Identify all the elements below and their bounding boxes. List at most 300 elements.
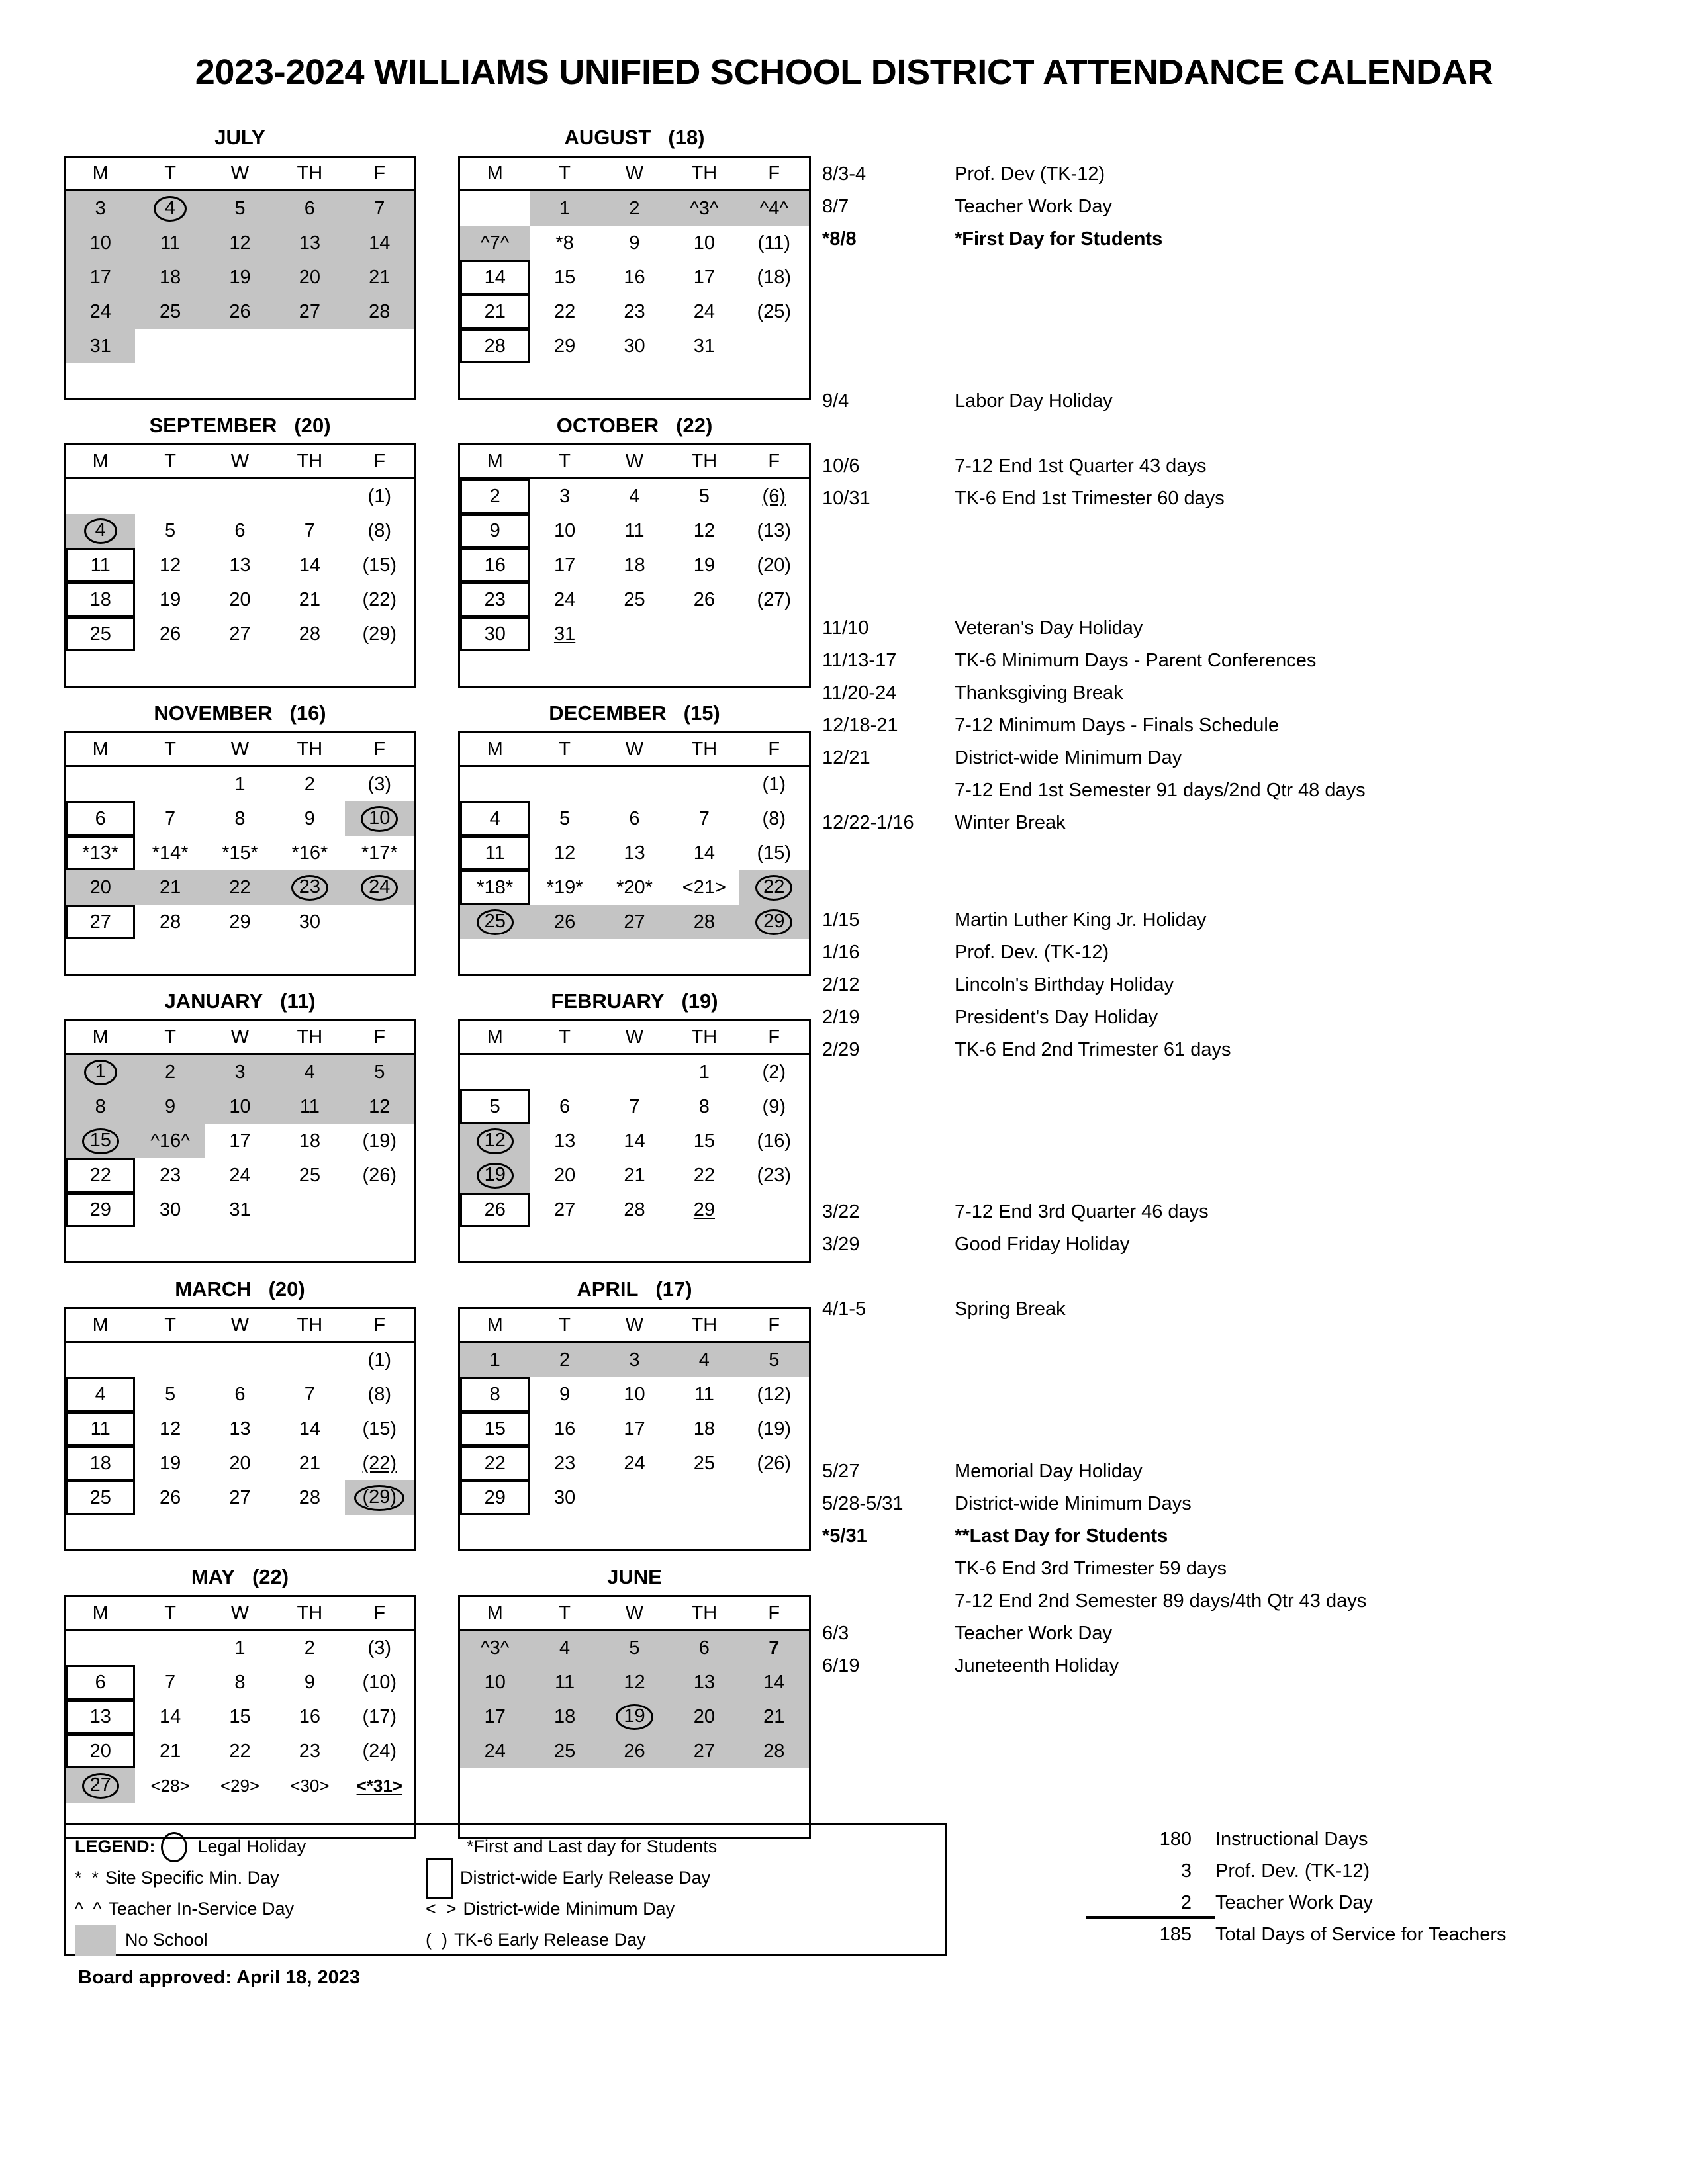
day-cell[interactable] xyxy=(739,1734,810,1768)
day-cell[interactable] xyxy=(135,582,205,617)
day-cell[interactable] xyxy=(205,1480,275,1515)
day-cell[interactable] xyxy=(345,1700,416,1734)
day-cell[interactable] xyxy=(205,801,275,836)
day-cell[interactable] xyxy=(65,801,136,836)
day-cell[interactable] xyxy=(669,295,739,329)
week-row xyxy=(459,191,810,226)
day-cell[interactable] xyxy=(205,1734,275,1768)
day-cell[interactable] xyxy=(65,836,136,870)
day-cell[interactable] xyxy=(530,1665,599,1700)
day-cell[interactable] xyxy=(530,1446,599,1480)
day-cell-inner xyxy=(345,1631,414,1665)
day-cell[interactable] xyxy=(530,1158,599,1193)
day-cell[interactable] xyxy=(600,1193,669,1227)
day-cell[interactable] xyxy=(205,1768,275,1803)
day-cell[interactable] xyxy=(530,191,599,226)
day-cell[interactable] xyxy=(739,836,810,870)
day-cell[interactable] xyxy=(345,582,416,617)
day-cell[interactable] xyxy=(205,836,275,870)
day-cell[interactable] xyxy=(530,801,599,836)
day-cell[interactable] xyxy=(459,1665,530,1700)
day-cell[interactable] xyxy=(205,1630,275,1666)
day-cell[interactable] xyxy=(600,836,669,870)
day-cell[interactable] xyxy=(600,582,669,617)
day-number: 30 xyxy=(159,1199,181,1220)
day-cell[interactable] xyxy=(135,1665,205,1700)
day-cell[interactable] xyxy=(275,1124,344,1158)
day-cell[interactable] xyxy=(600,1700,669,1734)
day-cell[interactable] xyxy=(669,1158,739,1193)
day-cell[interactable] xyxy=(600,905,669,939)
day-cell[interactable] xyxy=(739,295,810,329)
week-row xyxy=(459,1446,810,1480)
day-cell[interactable] xyxy=(275,1480,344,1515)
day-cell[interactable] xyxy=(345,617,416,651)
day-cell[interactable] xyxy=(65,1412,136,1446)
note-row xyxy=(822,645,1663,677)
day-cell[interactable] xyxy=(275,870,344,905)
day-cell-inner xyxy=(205,801,275,836)
day-cell[interactable] xyxy=(459,836,530,870)
day-cell[interactable] xyxy=(459,870,530,905)
day-cell[interactable] xyxy=(739,1158,810,1193)
day-cell[interactable] xyxy=(205,582,275,617)
total-row xyxy=(1086,1919,1615,1950)
day-cell[interactable] xyxy=(205,905,275,939)
day-cell[interactable] xyxy=(275,1665,344,1700)
day-cell[interactable] xyxy=(600,478,669,514)
day-cell[interactable] xyxy=(135,548,205,582)
day-cell[interactable] xyxy=(600,1342,669,1378)
day-cell[interactable] xyxy=(530,1124,599,1158)
day-cell[interactable] xyxy=(669,260,739,295)
day-cell[interactable] xyxy=(669,1089,739,1124)
day-cell[interactable] xyxy=(739,1342,810,1378)
day-cell[interactable] xyxy=(135,1734,205,1768)
day-cell[interactable] xyxy=(669,1377,739,1412)
day-cell[interactable] xyxy=(530,478,599,514)
day-cell[interactable] xyxy=(65,905,136,939)
day-cell[interactable] xyxy=(205,1124,275,1158)
day-cell[interactable] xyxy=(530,582,599,617)
day-cell[interactable] xyxy=(739,1412,810,1446)
day-cell[interactable] xyxy=(739,260,810,295)
day-cell[interactable] xyxy=(65,1377,136,1412)
day-cell[interactable] xyxy=(739,1700,810,1734)
day-cell[interactable] xyxy=(600,1412,669,1446)
day-cell[interactable] xyxy=(135,191,205,226)
day-cell[interactable] xyxy=(530,1089,599,1124)
day-cell[interactable] xyxy=(205,191,275,226)
month-september xyxy=(64,414,416,688)
day-cell[interactable] xyxy=(275,766,344,802)
day-number: 3 xyxy=(559,485,571,507)
day-number: 13 xyxy=(693,1671,715,1693)
day-cell[interactable] xyxy=(600,801,669,836)
day-cell[interactable] xyxy=(275,1700,344,1734)
day-cell[interactable] xyxy=(459,1700,530,1734)
day-cell[interactable] xyxy=(135,836,205,870)
day-cell[interactable] xyxy=(530,260,599,295)
day-cell[interactable] xyxy=(275,191,344,226)
day-cell[interactable] xyxy=(600,1734,669,1768)
day-number: 29 xyxy=(89,1199,111,1220)
day-cell[interactable] xyxy=(345,1342,416,1378)
day-cell[interactable] xyxy=(530,548,599,582)
day-cell[interactable] xyxy=(600,870,669,905)
day-cell[interactable] xyxy=(135,1700,205,1734)
day-cell[interactable] xyxy=(275,295,344,329)
day-cell[interactable] xyxy=(739,1665,810,1700)
day-number: 21 xyxy=(624,1164,645,1186)
day-cell[interactable] xyxy=(135,1412,205,1446)
day-cell[interactable] xyxy=(530,617,599,651)
day-cell[interactable] xyxy=(459,1158,530,1193)
day-cell[interactable] xyxy=(275,617,344,651)
day-cell[interactable] xyxy=(600,1089,669,1124)
day-cell[interactable] xyxy=(205,617,275,651)
day-cell[interactable] xyxy=(739,548,810,582)
day-cell[interactable] xyxy=(530,329,599,363)
day-cell[interactable] xyxy=(65,1446,136,1480)
day-cell[interactable] xyxy=(530,836,599,870)
day-cell[interactable] xyxy=(459,514,530,548)
note-date: 11/13-17 xyxy=(822,650,897,671)
day-cell[interactable] xyxy=(739,1630,810,1666)
day-cell[interactable] xyxy=(530,870,599,905)
day-cell[interactable] xyxy=(65,514,136,548)
day-cell[interactable] xyxy=(600,1630,669,1666)
day-cell[interactable] xyxy=(530,1630,599,1666)
day-cell[interactable] xyxy=(275,514,344,548)
day-cell[interactable] xyxy=(459,478,530,514)
day-cell[interactable] xyxy=(345,1377,416,1412)
day-cell[interactable] xyxy=(345,478,416,514)
day-cell[interactable] xyxy=(459,1630,530,1666)
day-cell[interactable] xyxy=(669,514,739,548)
day-cell[interactable] xyxy=(739,582,810,617)
day-cell[interactable] xyxy=(669,548,739,582)
day-cell[interactable] xyxy=(345,548,416,582)
day-cell[interactable] xyxy=(135,514,205,548)
day-cell[interactable] xyxy=(135,1480,205,1515)
day-cell[interactable] xyxy=(135,260,205,295)
legend-right-entry xyxy=(426,1899,945,1919)
day-cell[interactable] xyxy=(530,1480,599,1515)
day-cell[interactable] xyxy=(459,548,530,582)
day-cell[interactable] xyxy=(345,1446,416,1480)
day-number: (12) xyxy=(757,1383,792,1405)
day-cell-inner xyxy=(739,1515,809,1549)
day-cell[interactable] xyxy=(275,801,344,836)
day-cell[interactable] xyxy=(275,1412,344,1446)
day-cell[interactable] xyxy=(669,329,739,363)
day-cell[interactable] xyxy=(275,905,344,939)
day-cell[interactable] xyxy=(275,226,344,260)
day-cell[interactable] xyxy=(65,295,136,329)
day-cell[interactable] xyxy=(345,766,416,802)
day-cell[interactable] xyxy=(530,226,599,260)
day-cell[interactable] xyxy=(275,260,344,295)
day-cell[interactable] xyxy=(600,1665,669,1700)
day-cell[interactable] xyxy=(669,191,739,226)
day-cell[interactable] xyxy=(65,1665,136,1700)
day-cell[interactable] xyxy=(459,1377,530,1412)
day-cell[interactable] xyxy=(135,870,205,905)
day-cell[interactable] xyxy=(65,329,136,363)
note-text: 7-12 Minimum Days - Finals Schedule xyxy=(955,715,1279,736)
day-cell-inner xyxy=(135,870,205,905)
day-cell[interactable] xyxy=(65,1480,136,1515)
day-cell-inner xyxy=(205,260,275,295)
day-cell[interactable] xyxy=(205,870,275,905)
day-cell[interactable] xyxy=(65,1193,136,1227)
day-cell[interactable] xyxy=(345,1089,416,1124)
day-cell[interactable] xyxy=(65,1089,136,1124)
day-cell[interactable] xyxy=(135,295,205,329)
day-cell[interactable] xyxy=(600,295,669,329)
day-cell[interactable] xyxy=(65,870,136,905)
day-cell[interactable] xyxy=(205,260,275,295)
day-cell[interactable] xyxy=(345,1054,416,1090)
day-cell[interactable] xyxy=(739,478,810,514)
day-cell[interactable] xyxy=(345,260,416,295)
day-cell[interactable] xyxy=(459,1412,530,1446)
day-cell[interactable] xyxy=(65,617,136,651)
day-cell[interactable] xyxy=(345,1665,416,1700)
day-cell[interactable] xyxy=(669,478,739,514)
day-cell[interactable] xyxy=(669,1193,739,1227)
day-cell[interactable] xyxy=(530,1342,599,1378)
legend-box xyxy=(64,1823,947,1956)
day-cell[interactable] xyxy=(345,1630,416,1666)
day-cell-inner xyxy=(739,1446,809,1480)
weekday-header-f: F xyxy=(739,157,810,191)
day-cell[interactable] xyxy=(669,836,739,870)
day-cell[interactable] xyxy=(600,1446,669,1480)
day-cell[interactable] xyxy=(65,1124,136,1158)
day-cell[interactable] xyxy=(205,1193,275,1227)
day-cell[interactable] xyxy=(459,1193,530,1227)
day-cell[interactable] xyxy=(459,617,530,651)
day-cell[interactable] xyxy=(275,1768,344,1803)
day-cell[interactable] xyxy=(600,226,669,260)
day-cell[interactable] xyxy=(739,801,810,836)
day-cell[interactable] xyxy=(530,295,599,329)
note-date: 11/10 xyxy=(822,617,869,639)
day-cell[interactable] xyxy=(275,1158,344,1193)
day-cell[interactable] xyxy=(459,1124,530,1158)
day-cell[interactable] xyxy=(459,801,530,836)
day-cell[interactable] xyxy=(275,1734,344,1768)
day-cell[interactable] xyxy=(135,1193,205,1227)
day-cell[interactable] xyxy=(135,801,205,836)
day-cell[interactable] xyxy=(205,1446,275,1480)
day-cell[interactable] xyxy=(135,1158,205,1193)
day-cell[interactable] xyxy=(669,1665,739,1700)
day-cell-inner xyxy=(669,582,739,617)
day-cell[interactable] xyxy=(135,617,205,651)
day-cell[interactable] xyxy=(345,801,416,836)
day-cell[interactable] xyxy=(530,1193,599,1227)
day-cell[interactable] xyxy=(530,1377,599,1412)
day-cell[interactable] xyxy=(205,1089,275,1124)
day-cell[interactable] xyxy=(205,226,275,260)
day-cell[interactable] xyxy=(205,1700,275,1734)
note-text: Prof. Dev (TK-12) xyxy=(955,163,1105,185)
day-cell[interactable] xyxy=(135,1446,205,1480)
day-cell[interactable] xyxy=(275,1377,344,1412)
day-cell[interactable] xyxy=(459,329,530,363)
day-cell[interactable] xyxy=(65,1700,136,1734)
day-cell[interactable] xyxy=(739,191,810,226)
month-header xyxy=(458,126,811,156)
day-cell[interactable] xyxy=(669,1342,739,1378)
day-cell[interactable] xyxy=(739,766,810,802)
day-cell[interactable] xyxy=(739,514,810,548)
day-cell[interactable] xyxy=(345,1412,416,1446)
day-cell[interactable] xyxy=(65,260,136,295)
day-cell[interactable] xyxy=(65,582,136,617)
day-cell[interactable] xyxy=(205,1412,275,1446)
day-cell[interactable] xyxy=(459,295,530,329)
day-cell[interactable] xyxy=(600,1124,669,1158)
day-cell[interactable] xyxy=(275,836,344,870)
day-cell[interactable] xyxy=(135,1377,205,1412)
day-cell[interactable] xyxy=(669,1734,739,1768)
day-cell[interactable] xyxy=(600,514,669,548)
day-cell[interactable] xyxy=(669,1446,739,1480)
day-cell[interactable] xyxy=(275,1446,344,1480)
day-number: 14 xyxy=(299,1418,320,1439)
day-cell[interactable] xyxy=(275,582,344,617)
day-cell[interactable] xyxy=(135,1768,205,1803)
day-cell[interactable] xyxy=(459,226,530,260)
day-cell[interactable] xyxy=(135,1124,205,1158)
day-cell[interactable] xyxy=(65,1734,136,1768)
day-cell-inner xyxy=(530,617,599,651)
day-cell[interactable] xyxy=(135,226,205,260)
day-cell[interactable] xyxy=(669,1412,739,1446)
day-cell[interactable] xyxy=(600,260,669,295)
day-cell[interactable] xyxy=(459,905,530,939)
day-cell[interactable] xyxy=(345,295,416,329)
day-cell-inner xyxy=(66,548,135,582)
day-cell[interactable] xyxy=(345,1124,416,1158)
day-cell[interactable] xyxy=(345,226,416,260)
day-cell[interactable] xyxy=(65,548,136,582)
day-cell[interactable] xyxy=(530,905,599,939)
day-cell[interactable] xyxy=(669,1700,739,1734)
day-cell[interactable] xyxy=(739,226,810,260)
day-cell[interactable] xyxy=(65,1768,136,1803)
day-cell[interactable] xyxy=(530,514,599,548)
day-cell[interactable] xyxy=(345,1768,416,1803)
note-date xyxy=(822,1553,955,1585)
day-cell-inner xyxy=(600,1665,669,1700)
day-cell[interactable] xyxy=(600,329,669,363)
day-cell[interactable] xyxy=(459,260,530,295)
day-cell[interactable] xyxy=(459,1446,530,1480)
day-cell[interactable] xyxy=(600,1158,669,1193)
day-cell[interactable] xyxy=(530,1734,599,1768)
day-cell[interactable] xyxy=(739,870,810,905)
day-cell[interactable] xyxy=(345,191,416,226)
day-cell[interactable] xyxy=(205,1377,275,1412)
day-cell[interactable] xyxy=(669,801,739,836)
day-number: 21 xyxy=(159,1740,181,1762)
day-cell[interactable] xyxy=(345,870,416,905)
day-cell[interactable] xyxy=(669,226,739,260)
day-cell[interactable] xyxy=(739,1446,810,1480)
day-cell[interactable] xyxy=(669,582,739,617)
day-cell[interactable] xyxy=(600,548,669,582)
day-cell[interactable] xyxy=(205,1054,275,1090)
day-cell[interactable] xyxy=(669,1124,739,1158)
day-cell-inner xyxy=(530,260,599,295)
day-cell[interactable] xyxy=(275,1054,344,1090)
day-cell[interactable] xyxy=(669,1054,739,1090)
day-cell[interactable] xyxy=(530,1412,599,1446)
day-cell[interactable] xyxy=(600,191,669,226)
day-cell[interactable] xyxy=(669,1630,739,1666)
day-number: 21 xyxy=(484,300,506,322)
day-cell-inner xyxy=(739,617,809,651)
day-cell[interactable] xyxy=(135,905,205,939)
day-cell[interactable] xyxy=(275,1630,344,1666)
day-cell[interactable] xyxy=(275,1089,344,1124)
day-cell[interactable] xyxy=(65,1158,136,1193)
day-cell[interactable] xyxy=(205,514,275,548)
day-number: ^16^ xyxy=(150,1130,190,1152)
day-cell[interactable] xyxy=(739,905,810,939)
day-cell[interactable] xyxy=(345,836,416,870)
day-cell[interactable] xyxy=(739,1054,810,1090)
day-cell[interactable] xyxy=(65,1054,136,1090)
day-cell[interactable] xyxy=(669,905,739,939)
day-cell[interactable] xyxy=(459,1089,530,1124)
day-cell[interactable] xyxy=(669,870,739,905)
day-cell[interactable] xyxy=(739,1377,810,1412)
day-cell[interactable] xyxy=(135,1054,205,1090)
day-cell[interactable] xyxy=(205,548,275,582)
day-cell-inner xyxy=(135,617,205,651)
day-cell[interactable] xyxy=(345,1480,416,1515)
day-cell-inner xyxy=(600,801,669,836)
day-cell[interactable] xyxy=(275,548,344,582)
day-cell[interactable] xyxy=(205,1665,275,1700)
day-cell[interactable] xyxy=(459,582,530,617)
empty-cell xyxy=(669,363,739,399)
day-cell[interactable] xyxy=(459,1734,530,1768)
day-cell[interactable] xyxy=(345,514,416,548)
day-cell[interactable] xyxy=(205,1158,275,1193)
day-cell[interactable] xyxy=(205,766,275,802)
day-cell[interactable] xyxy=(739,1089,810,1124)
day-cell[interactable] xyxy=(459,1342,530,1378)
day-cell[interactable] xyxy=(345,1734,416,1768)
day-cell[interactable] xyxy=(65,191,136,226)
day-cell[interactable] xyxy=(205,295,275,329)
day-cell[interactable] xyxy=(739,1124,810,1158)
day-cell[interactable] xyxy=(459,1480,530,1515)
day-cell[interactable] xyxy=(65,226,136,260)
day-cell-inner xyxy=(530,295,599,329)
day-cell[interactable] xyxy=(135,1089,205,1124)
day-cell[interactable] xyxy=(345,1158,416,1193)
day-cell[interactable] xyxy=(530,1700,599,1734)
day-cell[interactable] xyxy=(600,1377,669,1412)
